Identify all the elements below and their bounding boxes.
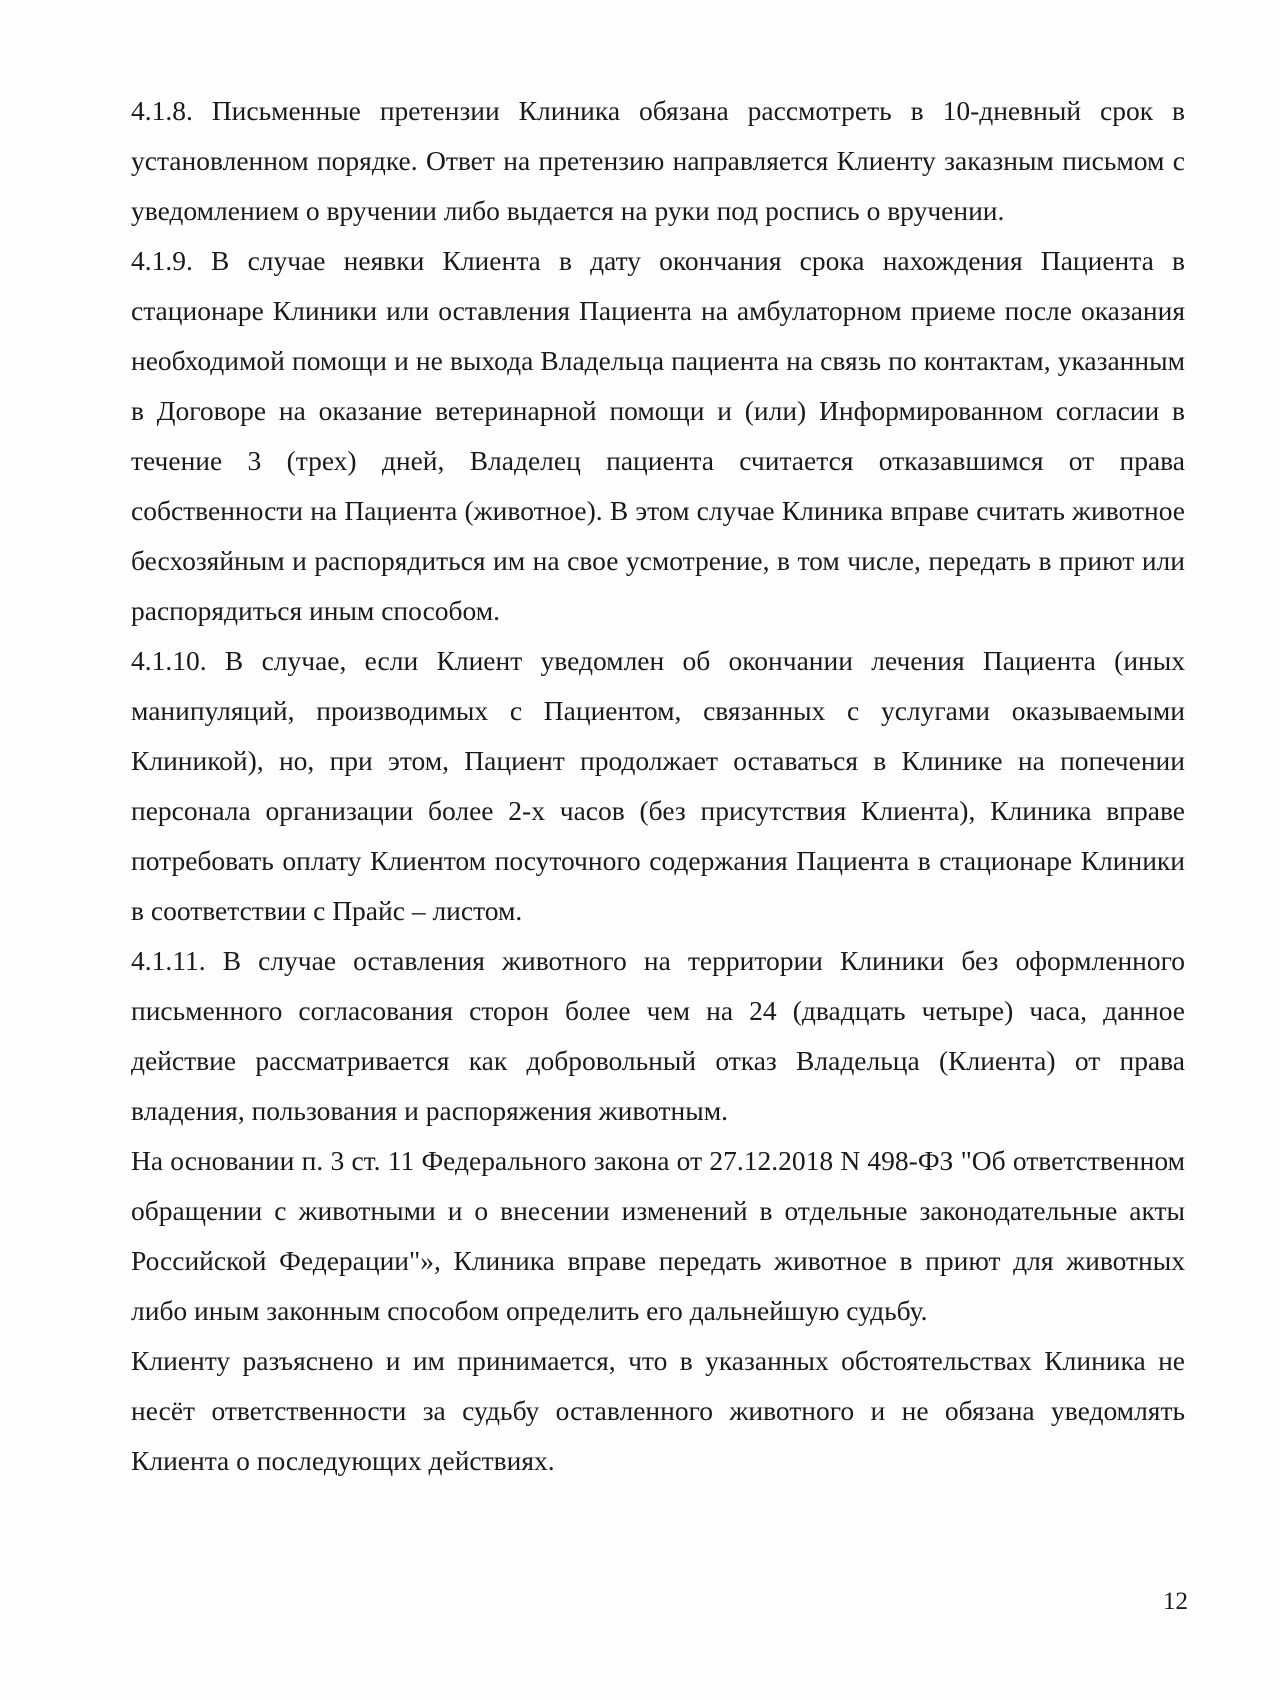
client-acknowledgement-paragraph: Клиенту разъяснено и им принимается, что в указанных обстоятельствах Клиника не несёт ответственности за судьбу оставленного животного и не обязана уведомлять Клиента о последующих действиях. <box>131 1345 1185 1476</box>
clause-4-1-10: 4.1.10. В случае, если Клиент уведомлен об окончании лечения Пациента (иных манипуляций, производимых с Пациентом, связанных с услугами оказываемыми Клиникой), но, при этом, Пациент продолжает оставаться в Клинике на попечении персонала организации более 2-х часов (без присутствия Клиента), Клиника вправе потребовать оплату Клиентом посуточного содержания Пациента в стационаре Клиники в соответствии с Прайс – листом. <box>131 645 1185 926</box>
page-number: 12 <box>1163 1588 1188 1615</box>
clause-4-1-11: 4.1.11. В случае оставления животного на территории Клиники без оформленного письменного согласования сторон более чем на 24 (двадцать четыре) часа, данное действие рассматривается как добровольный отказ Владельца (Клиента) от права владения, пользования и распоряжения животным. <box>131 945 1185 1126</box>
clause-4-1-8: 4.1.8. Письменные претензии Клиника обязана рассмотреть в 10-дневный срок в установленном порядке. Ответ на претензию направляется Клиенту заказным письмом с уведомлением о вручении либо выдается на руки под роспись о вручении. <box>131 95 1185 226</box>
legal-basis-paragraph: На основании п. 3 ст. 11 Федерального закона от 27.12.2018 N 498-ФЗ "Об ответственном обращении с животными и о внесении изменений в отдельные законодательные акты Российской Федерации"», Клиника вправе передать животное в приют для животных либо иным законным способом определить его дальнейшую судьбу. <box>131 1145 1185 1326</box>
clause-4-1-9: 4.1.9. В случае неявки Клиента в дату окончания срока нахождения Пациента в стационаре Клиники или оставления Пациента на амбулаторном приеме после оказания необходимой помощи и не выхода Владельца пациента на связь по контактам, указанным в Договоре на оказание ветеринарной помощи и (или) Информированном согласии в течение 3 (трех) дней, Владелец пациента считается отказавшимся от права собственности на Пациента (животное). В этом случае Клиника вправе считать животное бесхозяйным и распорядиться им на свое усмотрение, в том числе, передать в приют или распорядиться иным способом. <box>131 245 1185 626</box>
document-body <box>131 86 1185 1486</box>
